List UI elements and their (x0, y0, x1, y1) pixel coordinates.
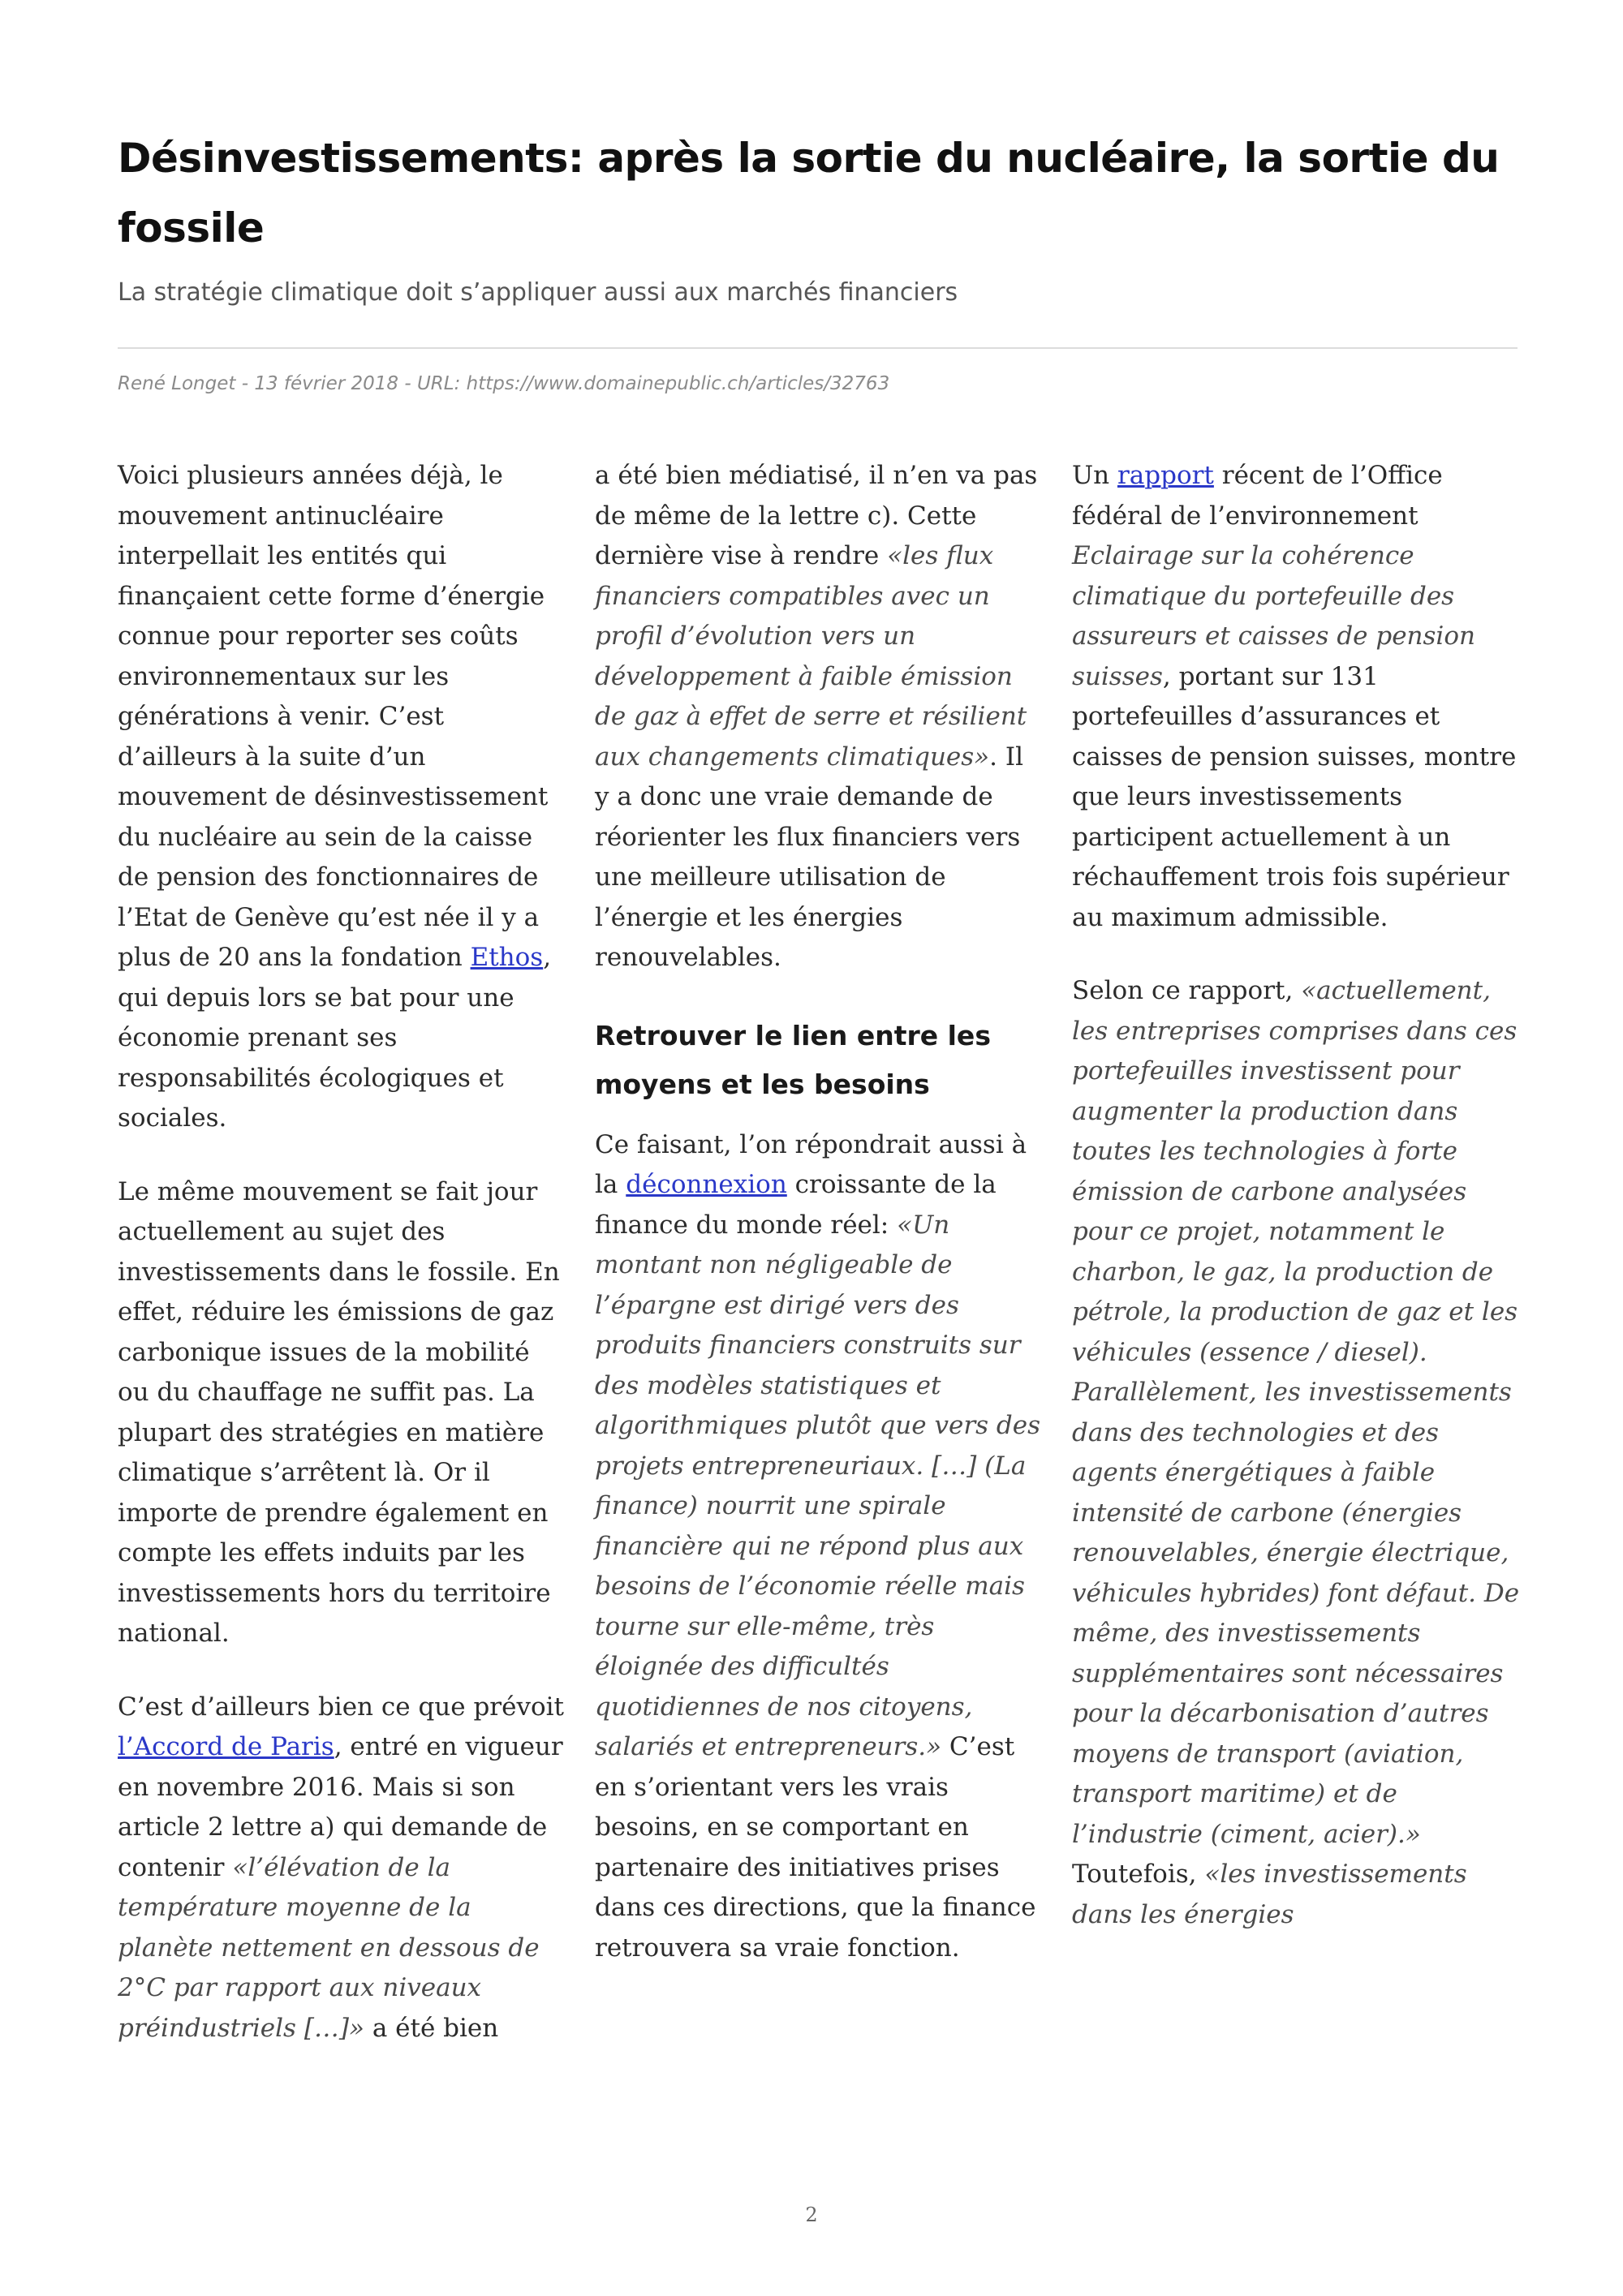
paragraph-5 (1072, 456, 1530, 938)
paragraph-3-continued (595, 456, 1045, 978)
accord-de-paris-link[interactable]: l’Accord de Paris (118, 1732, 334, 1761)
quote-text: «les investissements dans les énergies (1072, 1860, 1467, 1929)
paragraph-text: C’est d’ailleurs bien ce que prévoit (118, 1692, 565, 1722)
text-column-2 (595, 456, 1045, 2001)
paragraph-text: , portant sur 131 portefeuilles d’assurances et caisses de pension suisses, montre que leurs investissements participent actuellement à un réchauffement trois fois supérieur au maximum admissible. (1072, 661, 1517, 932)
rapport-link[interactable]: rapport (1117, 461, 1214, 490)
paragraph-text: , qui depuis lors se bat pour une économie prenant ses responsabilités écologiques et sociales. (118, 943, 552, 1133)
paragraph-text: récent de l’Office fédéral de l’environnement (1072, 461, 1443, 531)
paragraph-2: Le même mouvement se fait jour actuellement au sujet des investissements dans le fossile. En effet, réduire les émissions de gaz carbonique issues de la mobilité ou du chauffage ne suffit pas. La plupart des stratégies en matière climatique s’arrêtent là. Or il importe de prendre également en compte les effets induits par les investissements hors du territoire national. (118, 1176, 560, 1648)
paragraph-text: Voici plusieurs années déjà, le mouvement antinucléaire interpellait les entités qui finançaient cette forme d’énergie connue pour reporter ses coûts environnementaux sur les générations à venir. C’est d’ailleurs à la suite d’un mouvement de désinvestissement du nucléaire au sein de la caisse de pension des fonctionnaires de l’Etat de Genève qu’est née il y a plus de 20 ans la fondation (118, 461, 549, 972)
paragraph-text: a été bien (364, 2013, 499, 2043)
page-number: 2 (805, 2204, 818, 2226)
paragraph-text: Toutefois, (1072, 1860, 1205, 1889)
paragraph-4 (595, 1125, 1045, 1969)
ethos-link[interactable]: Ethos (470, 943, 544, 972)
text-column-1 (118, 456, 568, 2082)
article-title: Désinvestissements: après la sortie du nucléaire, la sortie du fossile (118, 135, 1500, 252)
article-byline: René Longet - 13 février 2018 - URL: https://www.domainepublic.ch/articles/32763 (118, 373, 890, 394)
section-heading: Retrouver le lien entre les moyens et les besoins (595, 1019, 991, 1100)
paragraph-3-start (118, 1688, 568, 2049)
paragraph-text: Un (1072, 461, 1117, 490)
paragraph-text: , entré en vigueur en novembre 2016. Mais si son article 2 lettre a) qui demande de contenir (118, 1732, 563, 1882)
report-title: Eclairage sur la cohérence climatique du portefeuille des assureurs et caisses de pension suisses (1072, 541, 1475, 691)
paragraph-text: croissante de la finance du monde réel: (595, 1170, 997, 1240)
quote-text: «l’élévation de la température moyenne de la planète nettement en dessous de 2°C par rapport aux niveaux préindustriels […]» (118, 1852, 540, 2043)
paragraph-text: C’est en s’orientant vers les vrais besoins, en se comportant en partenaire des initiatives prises dans ces directions, que la finance retrouvera sa vraie fonction. (595, 1732, 1036, 1963)
header-divider (118, 347, 1518, 349)
text-column-3 (1072, 456, 1530, 1968)
article-subtitle: La stratégie climatique doit s’appliquer aussi aux marchés financiers (118, 278, 958, 307)
paragraph-text: Selon ce rapport, (1072, 976, 1302, 1005)
deconnexion-link[interactable]: déconnexion (626, 1170, 787, 1199)
paragraph-text: a été bien médiatisé, il n’en va pas de même de la lettre c). Cette dernière vise à rendre (595, 461, 1038, 570)
paragraph-text: Ce faisant, l’on répondrait aussi à la (595, 1129, 1027, 1199)
paragraph-1 (118, 456, 568, 1139)
paragraph-text: . Il y a donc une vraie demande de réorienter les flux financiers vers une meilleure utilisation de l’énergie et les énergies renouvelables. (595, 742, 1024, 972)
paragraph-6 (1072, 971, 1530, 1935)
quote-text: «les flux financiers compatibles avec un profil d’évolution vers un développement à faible émission de gaz à effet de serre et résilient aux changements climatiques» (595, 541, 1027, 772)
quote-text: «Un montant non négligeable de l’épargne est dirigé vers des produits financiers construits sur des modèles statistiques et algorithmiques plutôt que vers des projets entrepreneuriaux. […] (La finance) nourrit une spirale financière qui ne répond plus aux besoins de l’économie réelle mais tourne sur elle-même, très éloignée des difficultés quotidiennes de nos citoyens, salariés et entrepreneurs.» (595, 1210, 1040, 1761)
quote-text: «actuellement, les entreprises comprises dans ces portefeuilles investissent pour augmenter la production dans toutes les technologies à forte émission de carbone analysées pour ce projet, notamment le charbon, le gaz, la production de pétrole, la production de gaz et les véhicules (essence / diesel). Parallèlement, les investissements dans des technologies et des agents énergétiques à faible intensité de carbone (énergies renouvelables, énergie électrique, véhicules hybrides) font défaut. De même, des investissements supplémentaires sont nécessaires pour la décarbonisation d’autres moyens de transport (aviation, transport maritime) et de l’industrie (ciment, acier).» (1072, 976, 1520, 1849)
